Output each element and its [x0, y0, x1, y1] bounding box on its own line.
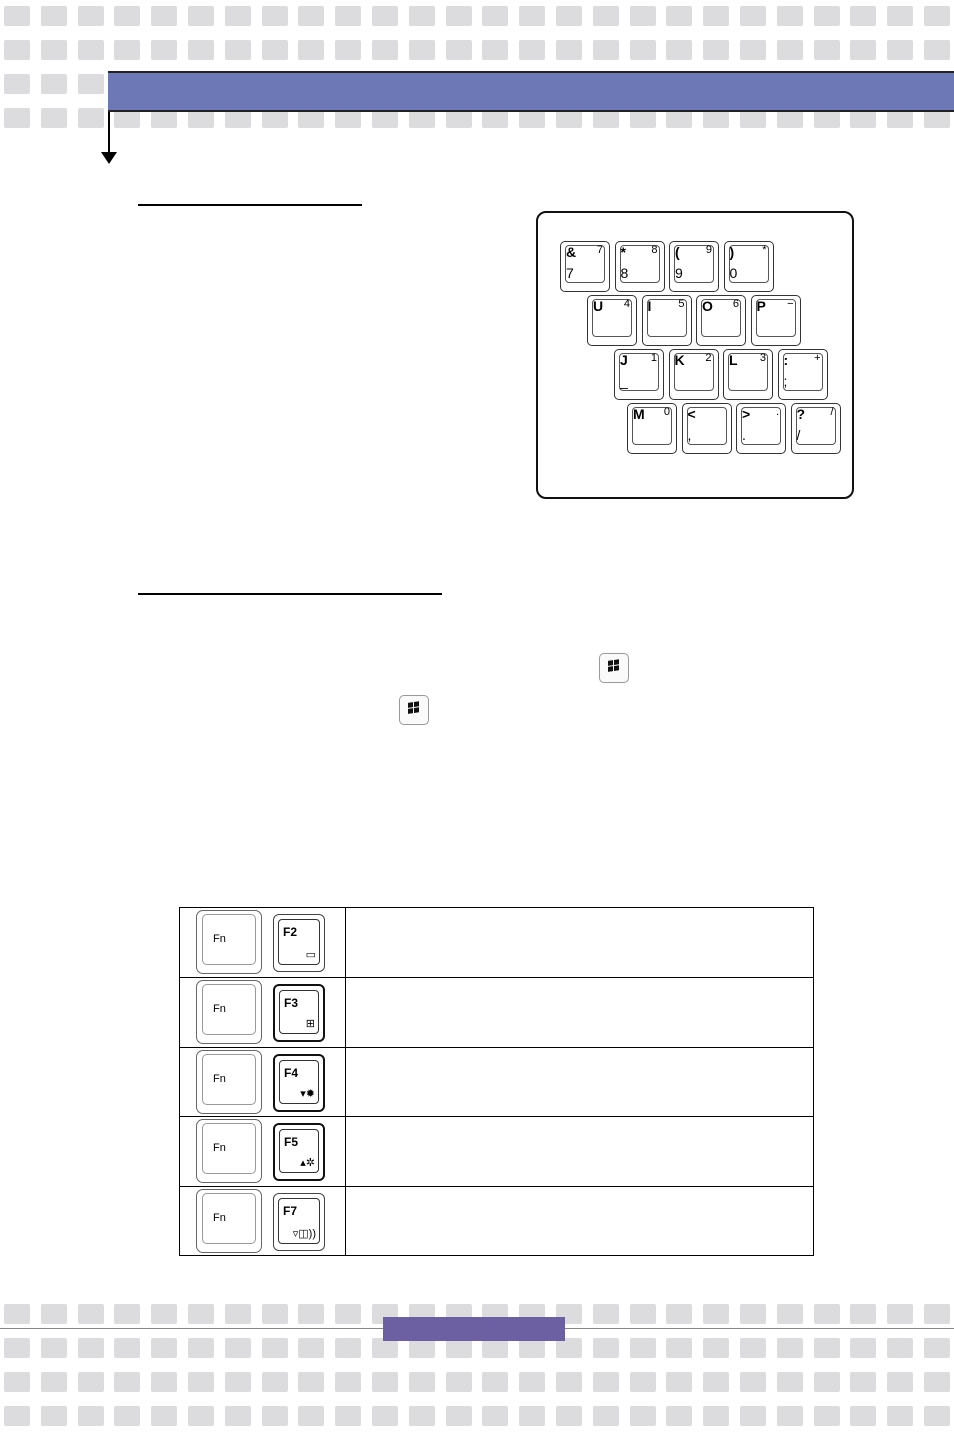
grid-square: [519, 1338, 545, 1358]
function-key-label: F2: [283, 925, 298, 939]
grid-square: [593, 1406, 619, 1426]
grid-square: [78, 40, 104, 60]
grid-square: [262, 1372, 288, 1392]
grid-square: [887, 40, 913, 60]
grid-square: [41, 6, 67, 26]
grid-square: [556, 40, 582, 60]
keypad-key-legend-bl: ;: [783, 373, 788, 389]
fn-key-icon: [196, 910, 262, 974]
grid-square: [188, 1406, 214, 1426]
grid-square: [482, 40, 508, 60]
keypad-key-legend-bl: 9: [675, 265, 683, 281]
grid-square: [409, 1406, 435, 1426]
grid-square: [262, 1406, 288, 1426]
keypad-key: [615, 241, 665, 292]
grid-square: [887, 1304, 913, 1324]
keypad-key-legend-bl: 7: [566, 265, 574, 281]
grid-square: [593, 6, 619, 26]
grid-square: [225, 40, 251, 60]
grid-square: [114, 1406, 140, 1426]
grid-square: [41, 108, 67, 128]
keypad-key-legend-tr: /: [830, 406, 834, 418]
grid-square: [556, 1338, 582, 1358]
grid-square: [151, 40, 177, 60]
keypad-key-legend-bl: /: [796, 427, 801, 443]
grid-square: [188, 1372, 214, 1392]
grid-square: [335, 1304, 361, 1324]
fn-key-label: Fn: [213, 933, 226, 945]
keypad-key-legend-tr: 4: [623, 298, 630, 310]
grid-square: [151, 6, 177, 26]
keypad-key: [627, 403, 677, 454]
grid-square: [372, 6, 398, 26]
header-arrow-line: [108, 112, 110, 154]
grid-square: [593, 1338, 619, 1358]
grid-square: [335, 1338, 361, 1358]
grid-square: [666, 1406, 692, 1426]
grid-square: [78, 1338, 104, 1358]
keypad-key-legend-tl: O: [702, 298, 713, 314]
grid-square: [335, 1406, 361, 1426]
grid-square: [41, 1406, 67, 1426]
grid-square: [78, 1406, 104, 1426]
grid-square: [114, 1304, 140, 1324]
grid-square: [41, 1304, 67, 1324]
keypad-key-legend-tr: 7: [596, 244, 603, 256]
grid-square: [924, 6, 950, 26]
keypad-key-legend-tr: .: [775, 406, 779, 418]
grid-square: [446, 1406, 472, 1426]
grid-square: [666, 1304, 692, 1324]
grid-square: [78, 74, 104, 94]
grid-square: [225, 1372, 251, 1392]
grid-square: [814, 40, 840, 60]
grid-square: [372, 1406, 398, 1426]
grid-square: [630, 1372, 656, 1392]
keypad-key: [724, 241, 774, 292]
grid-square: [262, 1304, 288, 1324]
grid-square: [409, 40, 435, 60]
grid-square: [446, 1372, 472, 1392]
grid-square: [482, 1338, 508, 1358]
function-key-label: F4: [284, 1065, 299, 1080]
keypad-key: [642, 295, 692, 346]
grid-square: [262, 1338, 288, 1358]
grid-square: [151, 1304, 177, 1324]
keypad-key-legend-tl: &: [566, 244, 577, 260]
grid-square: [446, 1338, 472, 1358]
keypad-key-legend-tr: 3: [759, 352, 766, 364]
fn-table-row: [180, 977, 813, 1046]
grid-square: [850, 1406, 876, 1426]
grid-square: [814, 6, 840, 26]
keypad-key: [560, 241, 610, 292]
grid-square: [703, 1372, 729, 1392]
grid-square: [188, 1338, 214, 1358]
grid-square: [666, 40, 692, 60]
keypad-key: [696, 295, 746, 346]
brightness-up-icon: [273, 1123, 325, 1181]
grid-square: [556, 1372, 582, 1392]
keypad-key-legend-bl: ,: [687, 427, 692, 443]
keypad-key: [736, 403, 786, 454]
page-number-tab: [383, 1317, 565, 1341]
grid-square: [924, 40, 950, 60]
function-key-label: F5: [284, 1135, 299, 1150]
header-bar: [108, 71, 954, 112]
grid-square: [703, 1406, 729, 1426]
grid-square: [814, 1372, 840, 1392]
grid-square: [777, 40, 803, 60]
grid-square: [740, 1372, 766, 1392]
keypad-key: [682, 403, 732, 454]
keypad-key-legend-tl: U: [593, 298, 604, 314]
keypad-key-legend-tr: +: [814, 352, 821, 364]
grid-square: [151, 1338, 177, 1358]
fn-key-label: Fn: [213, 1003, 226, 1016]
fn-table-row: [180, 1186, 813, 1255]
keypad-key-legend-tl: J: [620, 352, 628, 368]
grid-square: [777, 1338, 803, 1358]
grid-square: [188, 1304, 214, 1324]
grid-square: [298, 1338, 324, 1358]
grid-square: [593, 40, 619, 60]
grid-square: [298, 6, 324, 26]
embedded-keypad-figure: [536, 211, 854, 499]
grid-square: [777, 6, 803, 26]
fn-key-label: Fn: [213, 1211, 226, 1224]
grid-square: [630, 6, 656, 26]
grid-square: [225, 1338, 251, 1358]
grid-square: [740, 1304, 766, 1324]
grid-square: [151, 1372, 177, 1392]
grid-square: [556, 6, 582, 26]
grid-square: [41, 74, 67, 94]
grid-square: [482, 1372, 508, 1392]
grid-square: [850, 6, 876, 26]
grid-square: [78, 1304, 104, 1324]
grid-square: [482, 6, 508, 26]
grid-square: [814, 1304, 840, 1324]
keypad-key: [723, 349, 773, 400]
grid-square: [850, 1304, 876, 1324]
grid-square: [4, 74, 30, 94]
grid-square: [41, 1338, 67, 1358]
grid-square: [188, 6, 214, 26]
keypad-key-legend-tr: *: [762, 244, 767, 256]
keypad-key: [587, 295, 637, 346]
grid-square: [887, 6, 913, 26]
grid-square: [740, 1338, 766, 1358]
grid-square: [446, 40, 472, 60]
grid-square: [114, 40, 140, 60]
grid-square: [777, 1372, 803, 1392]
grid-square: [850, 40, 876, 60]
grid-square: [630, 1304, 656, 1324]
grid-square: [114, 1372, 140, 1392]
fn-key-icon: [196, 1189, 262, 1253]
grid-square: [4, 6, 30, 26]
keypad-key-legend-tl: >: [742, 406, 751, 422]
keypad-key-legend-tr: 1: [650, 352, 657, 364]
grid-square: [298, 1406, 324, 1426]
grid-square: [740, 1406, 766, 1426]
grid-square: [446, 6, 472, 26]
grid-square: [924, 1372, 950, 1392]
grid-square: [41, 1372, 67, 1392]
grid-square: [482, 1406, 508, 1426]
keypad-key: [669, 349, 719, 400]
grid-square: [4, 1406, 30, 1426]
fn-table-row: [180, 1116, 813, 1185]
keypad-key-legend-tl: :: [783, 352, 789, 368]
function-key-symbol: ▭: [305, 949, 316, 961]
fn-table-row: [180, 1047, 813, 1116]
top-decorative-grid: [0, 0, 954, 140]
keypad-key: [778, 349, 828, 400]
grid-square: [519, 6, 545, 26]
keypad-key-legend-tl: L: [729, 352, 738, 368]
grid-square: [262, 6, 288, 26]
grid-square: [924, 1406, 950, 1426]
grid-square: [887, 1338, 913, 1358]
grid-square: [335, 6, 361, 26]
grid-square: [630, 1338, 656, 1358]
grid-square: [41, 40, 67, 60]
grid-square: [666, 1338, 692, 1358]
section-heading-rule-windows-keys: [138, 593, 442, 595]
keypad-key-legend-tr: 2: [705, 352, 712, 364]
fn-key-icon: [196, 1119, 262, 1183]
grid-square: [409, 1338, 435, 1358]
grid-square: [740, 40, 766, 60]
keypad-key-legend-bl: 8: [620, 265, 629, 281]
keypad-key-legend-tl: K: [674, 352, 685, 368]
grid-square: [78, 108, 104, 128]
keypad-key-legend-tl: I: [647, 298, 652, 314]
grid-square: [777, 1406, 803, 1426]
grid-square: [225, 1304, 251, 1324]
grid-square: [335, 1372, 361, 1392]
grid-square: [4, 1338, 30, 1358]
fn-key-combination-table: [179, 907, 814, 1256]
grid-square: [703, 1338, 729, 1358]
grid-square: [4, 40, 30, 60]
grid-square: [666, 6, 692, 26]
touchpad-icon: [273, 984, 325, 1042]
grid-square: [519, 40, 545, 60]
grid-square: [814, 1406, 840, 1426]
keypad-key-legend-tl: ?: [796, 406, 806, 422]
grid-square: [298, 1304, 324, 1324]
windows-logo-key-icon: [599, 653, 629, 683]
grid-square: [887, 1372, 913, 1392]
grid-square: [593, 1304, 619, 1324]
grid-square: [630, 1406, 656, 1426]
grid-square: [4, 108, 30, 128]
keypad-key-legend-tr: 9: [705, 244, 712, 256]
grid-square: [630, 40, 656, 60]
section-heading-rule-numeric-keypad: [138, 204, 362, 206]
brightness-down-icon: [273, 1054, 325, 1112]
grid-square: [924, 1338, 950, 1358]
keypad-key-legend-tl: P: [756, 298, 766, 314]
grid-square: [78, 6, 104, 26]
function-key-label: F7: [283, 1203, 298, 1218]
grid-square: [225, 6, 251, 26]
grid-square: [666, 1372, 692, 1392]
keypad-key: [751, 295, 801, 346]
keypad-key-legend-tl: *: [620, 244, 626, 260]
function-key-symbol: ▾✹: [300, 1087, 315, 1100]
function-key-symbol: ⊞: [305, 1018, 315, 1031]
grid-square: [556, 1406, 582, 1426]
grid-square: [298, 1372, 324, 1392]
keypad-key-legend-tr: 5: [678, 298, 685, 310]
grid-square: [151, 1406, 177, 1426]
grid-square: [372, 1338, 398, 1358]
grid-square: [924, 1304, 950, 1324]
keypad-key-legend-tl: <: [687, 406, 696, 422]
volume-down-icon: [273, 1193, 325, 1251]
keypad-key-legend-bl: 0: [729, 265, 738, 281]
keypad-key-legend-bl: _: [620, 373, 628, 389]
keypad-key-legend-bl: .: [742, 427, 746, 443]
grid-square: [298, 40, 324, 60]
keypad-key-legend-tr: 8: [651, 244, 658, 256]
grid-square: [814, 1338, 840, 1358]
function-key-symbol: ▴✲: [300, 1157, 315, 1170]
grid-square: [409, 1372, 435, 1392]
grid-square: [850, 1372, 876, 1392]
grid-square: [593, 1372, 619, 1392]
grid-square: [114, 1338, 140, 1358]
grid-square: [225, 1406, 251, 1426]
grid-square: [703, 40, 729, 60]
grid-square: [703, 1304, 729, 1324]
display-icon: [273, 914, 325, 972]
keypad-key: [669, 241, 719, 292]
grid-square: [887, 1406, 913, 1426]
grid-square: [409, 6, 435, 26]
grid-square: [740, 6, 766, 26]
grid-square: [703, 6, 729, 26]
keypad-key: [791, 403, 841, 454]
grid-square: [188, 40, 214, 60]
keypad-key-legend-tl: ): [729, 244, 735, 260]
grid-square: [850, 1338, 876, 1358]
fn-key-icon: [196, 1050, 262, 1114]
grid-square: [262, 40, 288, 60]
function-key-label: F3: [284, 996, 299, 1011]
grid-square: [4, 1372, 30, 1392]
grid-square: [335, 40, 361, 60]
keypad-key-legend-tr: 0: [663, 406, 670, 418]
keypad-key-legend-tl: M: [633, 406, 645, 422]
function-key-symbol: ▿◫)): [292, 1227, 316, 1240]
fn-key-icon: [196, 980, 262, 1044]
down-arrow-icon: [101, 152, 117, 164]
grid-square: [519, 1372, 545, 1392]
fn-key-label: Fn: [213, 1072, 226, 1085]
keypad-key-legend-tr: −: [787, 298, 794, 310]
keypad-key-legend-tr: 6: [732, 298, 739, 310]
grid-square: [372, 40, 398, 60]
fn-key-label: Fn: [213, 1142, 226, 1155]
grid-square: [78, 1372, 104, 1392]
windows-logo-key-icon: [399, 695, 429, 725]
grid-square: [114, 6, 140, 26]
grid-square: [372, 1372, 398, 1392]
keypad-key: [614, 349, 664, 400]
grid-square: [777, 1304, 803, 1324]
fn-table-row: [180, 908, 813, 977]
grid-square: [4, 1304, 30, 1324]
keypad-key-legend-tl: (: [675, 244, 680, 260]
grid-square: [519, 1406, 545, 1426]
